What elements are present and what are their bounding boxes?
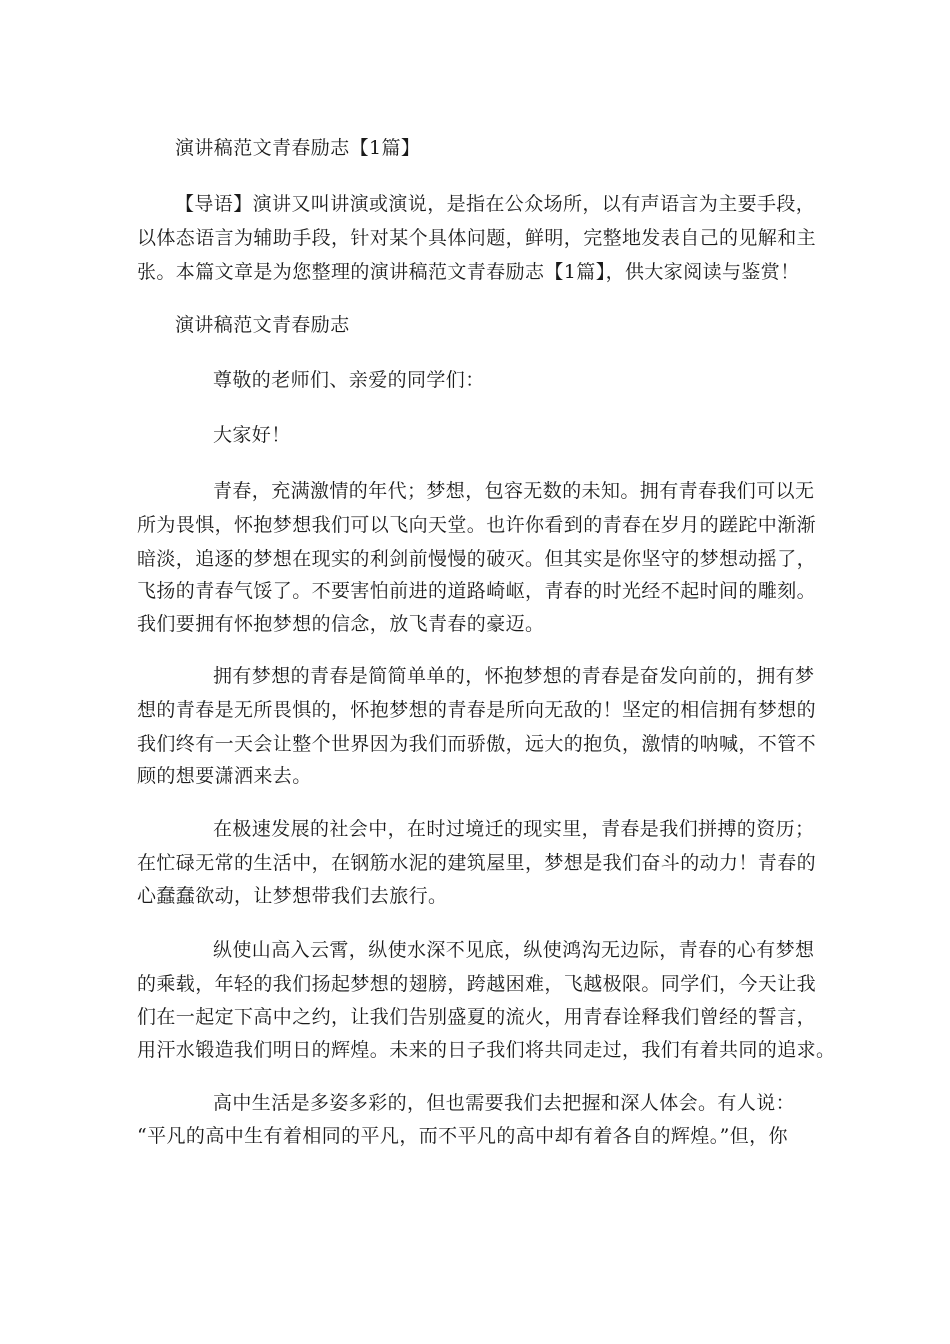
- paragraph-line: 青春，充满激情的年代；梦想，包容无数的未知。拥有青春我们可以无: [213, 480, 815, 502]
- paragraph-line: 顾的想要潇洒来去。: [137, 765, 312, 787]
- paragraph-line: 高中生活是多姿多彩的，但也需要我们去把握和深人体会。有人说：: [213, 1092, 796, 1114]
- paragraph-line: 想的青春是无所畏惧的，怀抱梦想的青春是所向无敌的！坚定的相信拥有梦想的: [137, 699, 817, 721]
- paragraph-line: 心蠢蠢欲动，让梦想带我们去旅行。: [137, 885, 448, 907]
- paragraph-line: 我们要拥有怀抱梦想的信念，放飞青春的豪迈。: [137, 613, 545, 635]
- paragraph-line: 我们终有一天会让整个世界因为我们而骄傲，远大的抱负，激情的呐喊，不管不: [137, 733, 817, 755]
- intro-line: 以体态语言为辅助手段，针对某个具体问题，鲜明，完整地发表自己的见解和主: [137, 227, 817, 249]
- paragraph-line: 飞扬的青春气馁了。不要害怕前进的道路崎岖，青春的时光经不起时间的雕刻。: [137, 580, 817, 602]
- greeting: 大家好！: [213, 424, 291, 446]
- paragraph-line: 所为畏惧，怀抱梦想我们可以飞向天堂。也许你看到的青春在岁月的蹉跎中渐渐: [137, 514, 817, 536]
- paragraph-line: 纵使山高入云霄，纵使水深不见底，纵使鸿沟无边际，青春的心有梦想: [213, 939, 815, 961]
- paragraph-line: 拥有梦想的青春是简简单单的，怀抱梦想的青春是奋发向前的，拥有梦: [213, 665, 815, 687]
- speech-subtitle: 演讲稿范文青春励志: [175, 314, 350, 336]
- intro-line: 张。本篇文章是为您整理的演讲稿范文青春励志【1篇】，供大家阅读与鉴赏！: [137, 261, 800, 283]
- paragraph-line: “平凡的高中生有着相同的平凡，而不平凡的高中却有着各自的辉煌。”但，你: [137, 1125, 788, 1147]
- paragraph-line: 用汗水锻造我们明日的辉煌。未来的日子我们将共同走过，我们有着共同的追求。: [137, 1039, 836, 1061]
- document-title: 演讲稿范文青春励志【1篇】: [175, 137, 421, 159]
- intro-line: 【导语】演讲又叫讲演或演说，是指在公众场所，以有声语言为主要手段，: [175, 193, 816, 215]
- salutation: 尊敬的老师们、亲爱的同学们：: [213, 369, 485, 391]
- paragraph-line: 暗淡，追逐的梦想在现实的利剑前慢慢的破灭。但其实是你坚守的梦想动摇了，: [137, 548, 817, 570]
- paragraph-line: 的乘载，年轻的我们扬起梦想的翅膀，跨越困难，飞越极限。同学们，今天让我: [137, 973, 817, 995]
- paragraph-line: 们在一起定下高中之约，让我们告别盛夏的流火，用青春诠释我们曾经的誓言，: [137, 1006, 817, 1028]
- paragraph-line: 在极速发展的社会中，在时过境迁的现实里，青春是我们拼搏的资历；: [213, 818, 815, 840]
- paragraph-line: 在忙碌无常的生活中，在钢筋水泥的建筑屋里，梦想是我们奋斗的动力！青春的: [137, 852, 817, 874]
